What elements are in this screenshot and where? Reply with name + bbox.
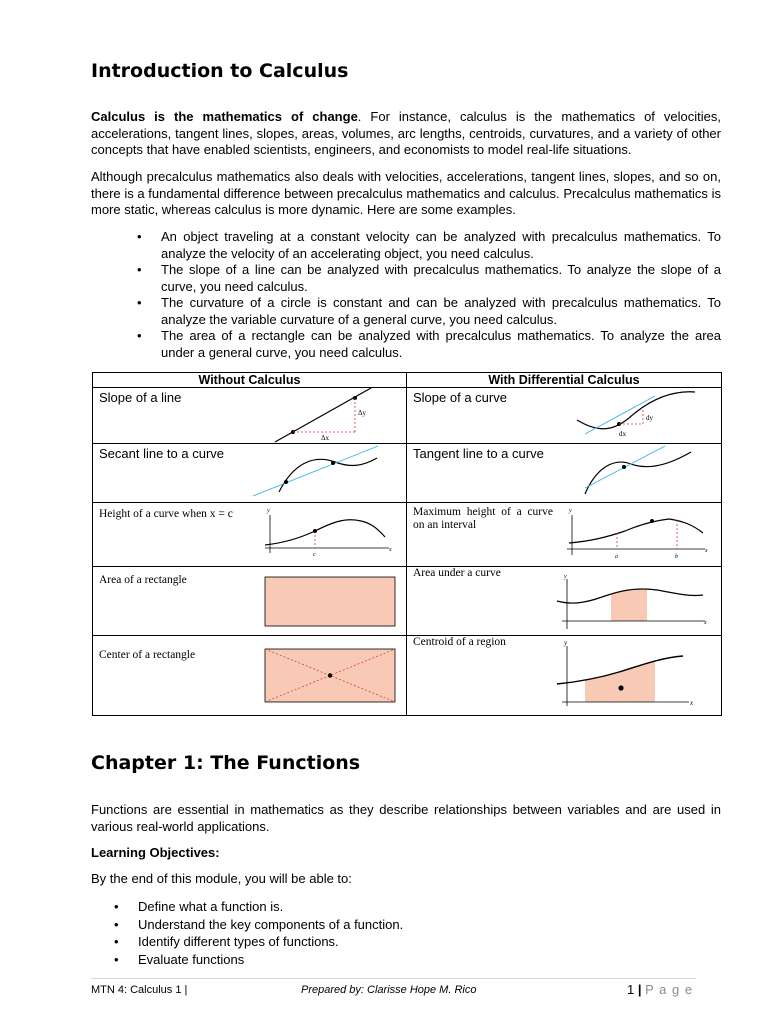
y-axis-label: y bbox=[267, 508, 270, 514]
footer-divider bbox=[91, 978, 696, 979]
cell-label: Slope of a line bbox=[99, 390, 182, 405]
cell-area-of-rectangle bbox=[93, 567, 407, 636]
x-axis-label: x bbox=[705, 548, 708, 554]
cell-label: Centroid of a region bbox=[413, 636, 506, 648]
bullet-icon: • bbox=[114, 934, 119, 949]
header-without-calculus: Without Calculus bbox=[93, 373, 407, 388]
dx-label: dx bbox=[619, 430, 626, 438]
list-item: • Define what a function is. bbox=[114, 899, 284, 914]
cell-label: Maximum height of a curve on an interval bbox=[413, 506, 553, 531]
intro-rest: . For instance, calculus is the mathematics of velocities, accelerations, tangent lines, slopes, areas, volumes, arc lengths, centroids, curvatures, and a variety of other concepts that have enabled scientists, engineers, and economists to model real-life situations. bbox=[91, 109, 721, 157]
footer-course: MTN 4: Calculus 1 | bbox=[91, 984, 188, 996]
y-axis-label: y bbox=[564, 639, 568, 647]
y-axis-label: y bbox=[569, 508, 572, 514]
cell-center-of-rectangle bbox=[93, 636, 407, 716]
cell-label: Secant line to a curve bbox=[99, 446, 225, 461]
rectangle-center-graph bbox=[93, 636, 407, 716]
max-height-graph bbox=[407, 503, 722, 567]
cell-label: Height of a curve when x = c bbox=[99, 508, 233, 520]
bullet-icon: • bbox=[137, 328, 142, 343]
cell-label: Area of a rectangle bbox=[99, 574, 187, 586]
cell-label: Area under a curve bbox=[413, 567, 501, 579]
dy-label: dy bbox=[646, 414, 653, 422]
bullet-icon: • bbox=[137, 295, 142, 310]
list-item: • The slope of a line can be analyzed with precalculus mathematics. To analyze the slope of a curve, you need calculus. bbox=[137, 262, 721, 294]
cell-label: Tangent line to a curve bbox=[413, 446, 544, 461]
bullet-icon: • bbox=[114, 899, 119, 914]
a-label: a bbox=[615, 554, 618, 560]
x-axis-label: x bbox=[690, 699, 694, 707]
footer-prepared-by: Prepared by: Clarisse Hope M. Rico bbox=[301, 984, 477, 996]
tangent-graph bbox=[407, 444, 722, 503]
chapter-title: Chapter 1: The Functions bbox=[91, 752, 361, 774]
bullet-icon: • bbox=[114, 916, 119, 932]
cell-label: Center of a rectangle bbox=[99, 649, 196, 661]
cell-height-of-curve bbox=[93, 503, 407, 567]
cell-label: Slope of a curve bbox=[413, 390, 507, 405]
list-item: • Evaluate functions bbox=[114, 951, 245, 967]
cell-centroid bbox=[407, 636, 722, 716]
examples-list bbox=[91, 229, 721, 361]
dx-label: Δx bbox=[321, 434, 330, 442]
slope-line-graph bbox=[93, 388, 407, 444]
cell-slope-of-curve bbox=[407, 388, 722, 444]
list-item: • The area of a rectangle can be analyzed with precalculus mathematics. To analyze the area under a general curve, you need calculus. bbox=[137, 328, 721, 360]
precalculus-paragraph: Although precalculus mathematics also deals with velocities, accelerations, tangent lines, slopes, and so on, there is a fundamental difference between precalculus mathematics and calculus. Precalculus mathematics is more static, whereas calculus is more dynamic. Here are some examples. bbox=[91, 169, 721, 217]
objectives-intro: By the end of this module, you will be able to: bbox=[91, 871, 352, 886]
x-axis-label: x bbox=[704, 620, 707, 626]
intro-paragraph bbox=[91, 109, 721, 159]
cell-slope-of-line bbox=[93, 388, 407, 444]
list-item: • Identify different types of functions. bbox=[114, 934, 339, 949]
header-with-differential-calculus: With Differential Calculus bbox=[407, 373, 722, 388]
list-item: • Understand the key components of a function. bbox=[114, 916, 404, 932]
y-axis-label: y bbox=[564, 574, 567, 580]
intro-bold: Calculus is the mathematics of change bbox=[91, 109, 358, 124]
rectangle-area-graph bbox=[93, 567, 407, 636]
chapter-paragraph: Functions are essential in mathematics as they describe relationships between variables and are used in various real-world applications. bbox=[91, 802, 721, 834]
calculus-comparison-table bbox=[92, 372, 722, 716]
footer-page-number: 1 | P a g e bbox=[627, 982, 694, 997]
bullet-icon: • bbox=[137, 262, 142, 277]
cell-secant-line bbox=[93, 444, 407, 503]
cell-maximum-height bbox=[407, 503, 722, 567]
cell-tangent-line bbox=[407, 444, 722, 503]
bullet-icon: • bbox=[137, 229, 142, 244]
cell-area-under-curve bbox=[407, 567, 722, 636]
dy-label: Δy bbox=[358, 409, 367, 417]
list-item: • An object traveling at a constant velocity can be analyzed with precalculus mathematics. To analyze the velocity of an accelerating object, you need calculus. bbox=[137, 229, 721, 261]
secant-graph bbox=[93, 444, 407, 503]
height-graph bbox=[93, 503, 407, 567]
x-axis-label: x bbox=[389, 547, 392, 553]
b-label: b bbox=[675, 554, 678, 560]
bullet-icon: • bbox=[114, 951, 119, 967]
c-label: c bbox=[313, 552, 316, 558]
page-title: Introduction to Calculus bbox=[91, 60, 349, 82]
list-item: • The curvature of a circle is constant and can be analyzed with precalculus mathematics. To analyze the variable curvature of a general curve, you need calculus. bbox=[137, 295, 721, 327]
centroid-graph bbox=[407, 636, 722, 716]
area-under-curve-graph bbox=[407, 567, 722, 636]
objectives-list bbox=[91, 898, 721, 968]
slope-curve-graph bbox=[407, 388, 722, 444]
objectives-heading: Learning Objectives: bbox=[91, 845, 220, 860]
